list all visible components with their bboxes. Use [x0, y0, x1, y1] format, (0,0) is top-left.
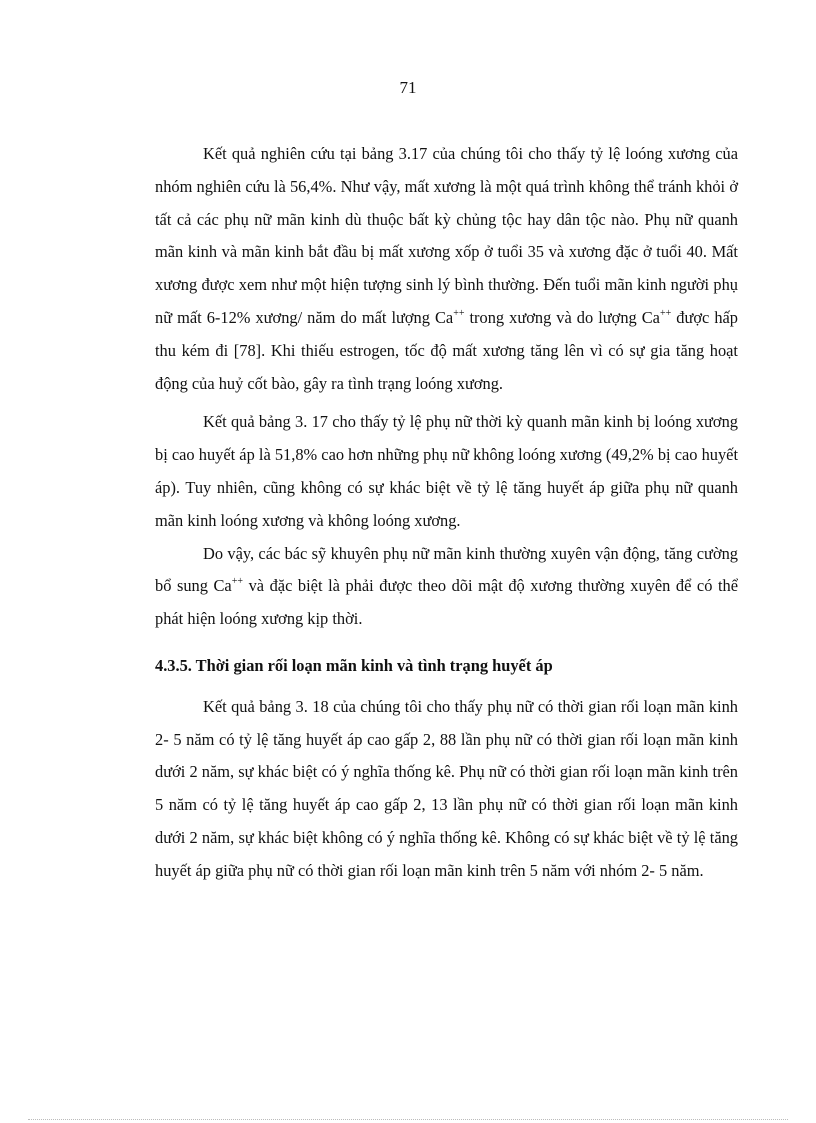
page-number: 71 — [399, 78, 417, 97]
paragraph-text: Kết quả nghiên cứu tại bảng 3.17 của chúng tôi cho thấy tỷ lệ loóng xương của nhóm nghiên cứu là 56,4%. Như vậy, mất xương là một quá trình không thể tránh khỏi ở tất cả các phụ nữ mãn kinh dù thuộc bất kỳ chủng tộc hay dân tộc nào. Phụ nữ quanh mãn kinh và mãn kinh bắt đầu bị mất xương xốp ở tuổi 35 và xương đặc ở tuổi 40. Mất xương được xem như một hiện tượng sinh lý bình thường. Đến tuổi mãn kinh người phụ nữ mất 6-12% xương/ năm do mất lượng Ca — [155, 144, 738, 327]
paragraph-text: và đặc biệt là phải được theo dõi mật độ xương thường xuyên để có thể phát hiện loóng xương kịp thời. — [155, 576, 738, 629]
paragraph-recommendation — [155, 538, 738, 636]
document-body — [155, 138, 738, 888]
superscript: ++ — [659, 307, 672, 319]
superscript: ++ — [231, 576, 243, 588]
page-bottom-divider — [28, 1119, 788, 1120]
paragraph-text: trong xương và do lượng Ca — [464, 307, 660, 327]
paragraph-menopause-duration: Kết quả bảng 3. 18 của chúng tôi cho thấy phụ nữ có thời gian rối loạn mãn kinh 2- 5 năm có tỷ lệ tăng huyết áp cao gấp 2, 88 lần phụ nữ có thời gian rối loạn mãn kinh dưới 2 năm, sự khác biệt có ý nghĩa thống kê. Phụ nữ có thời gian rối loạn mãn kinh trên 5 năm có tỷ lệ tăng huyết áp cao gấp 2, 13 lần phụ nữ có thời gian rối loạn mãn kinh dưới 2 năm, sự khác biệt không có ý nghĩa thống kê. Không có sự khác biệt về tỷ lệ tăng huyết áp giữa phụ nữ có thời gian rối loạn mãn kinh trên 5 năm với nhóm 2- 5 năm. — [155, 696, 738, 880]
section-heading: 4.3.5. Thời gian rối loạn mãn kinh và tình trạng huyết áp — [155, 655, 553, 675]
superscript: ++ — [453, 307, 465, 319]
paragraph-text: được hấp thu kém đi [78]. Khi thiếu estrogen, tốc độ mất xương tăng lên vì có sự gia tăng hoạt động của huỷ cốt bào, gây ra tình trạng loóng xương. — [155, 307, 738, 393]
paragraph-hypertension-osteoporosis: Kết quả bảng 3. 17 cho thấy tỷ lệ phụ nữ thời kỳ quanh mãn kinh bị loóng xương bị cao huyết áp là 51,8% cao hơn những phụ nữ không loóng xương (49,2% bị cao huyết áp). Tuy nhiên, cũng không có sự khác biệt về tỷ lệ tăng huyết áp giữa phụ nữ quanh mãn kinh loóng xương và không loóng xương. — [155, 412, 738, 530]
paragraph-osteoporosis-rate — [155, 138, 738, 400]
paragraph-text: Do vậy, các bác sỹ khuyên phụ nữ mãn kinh thường xuyên vận động, tăng cường bổ sung Ca — [155, 543, 738, 596]
